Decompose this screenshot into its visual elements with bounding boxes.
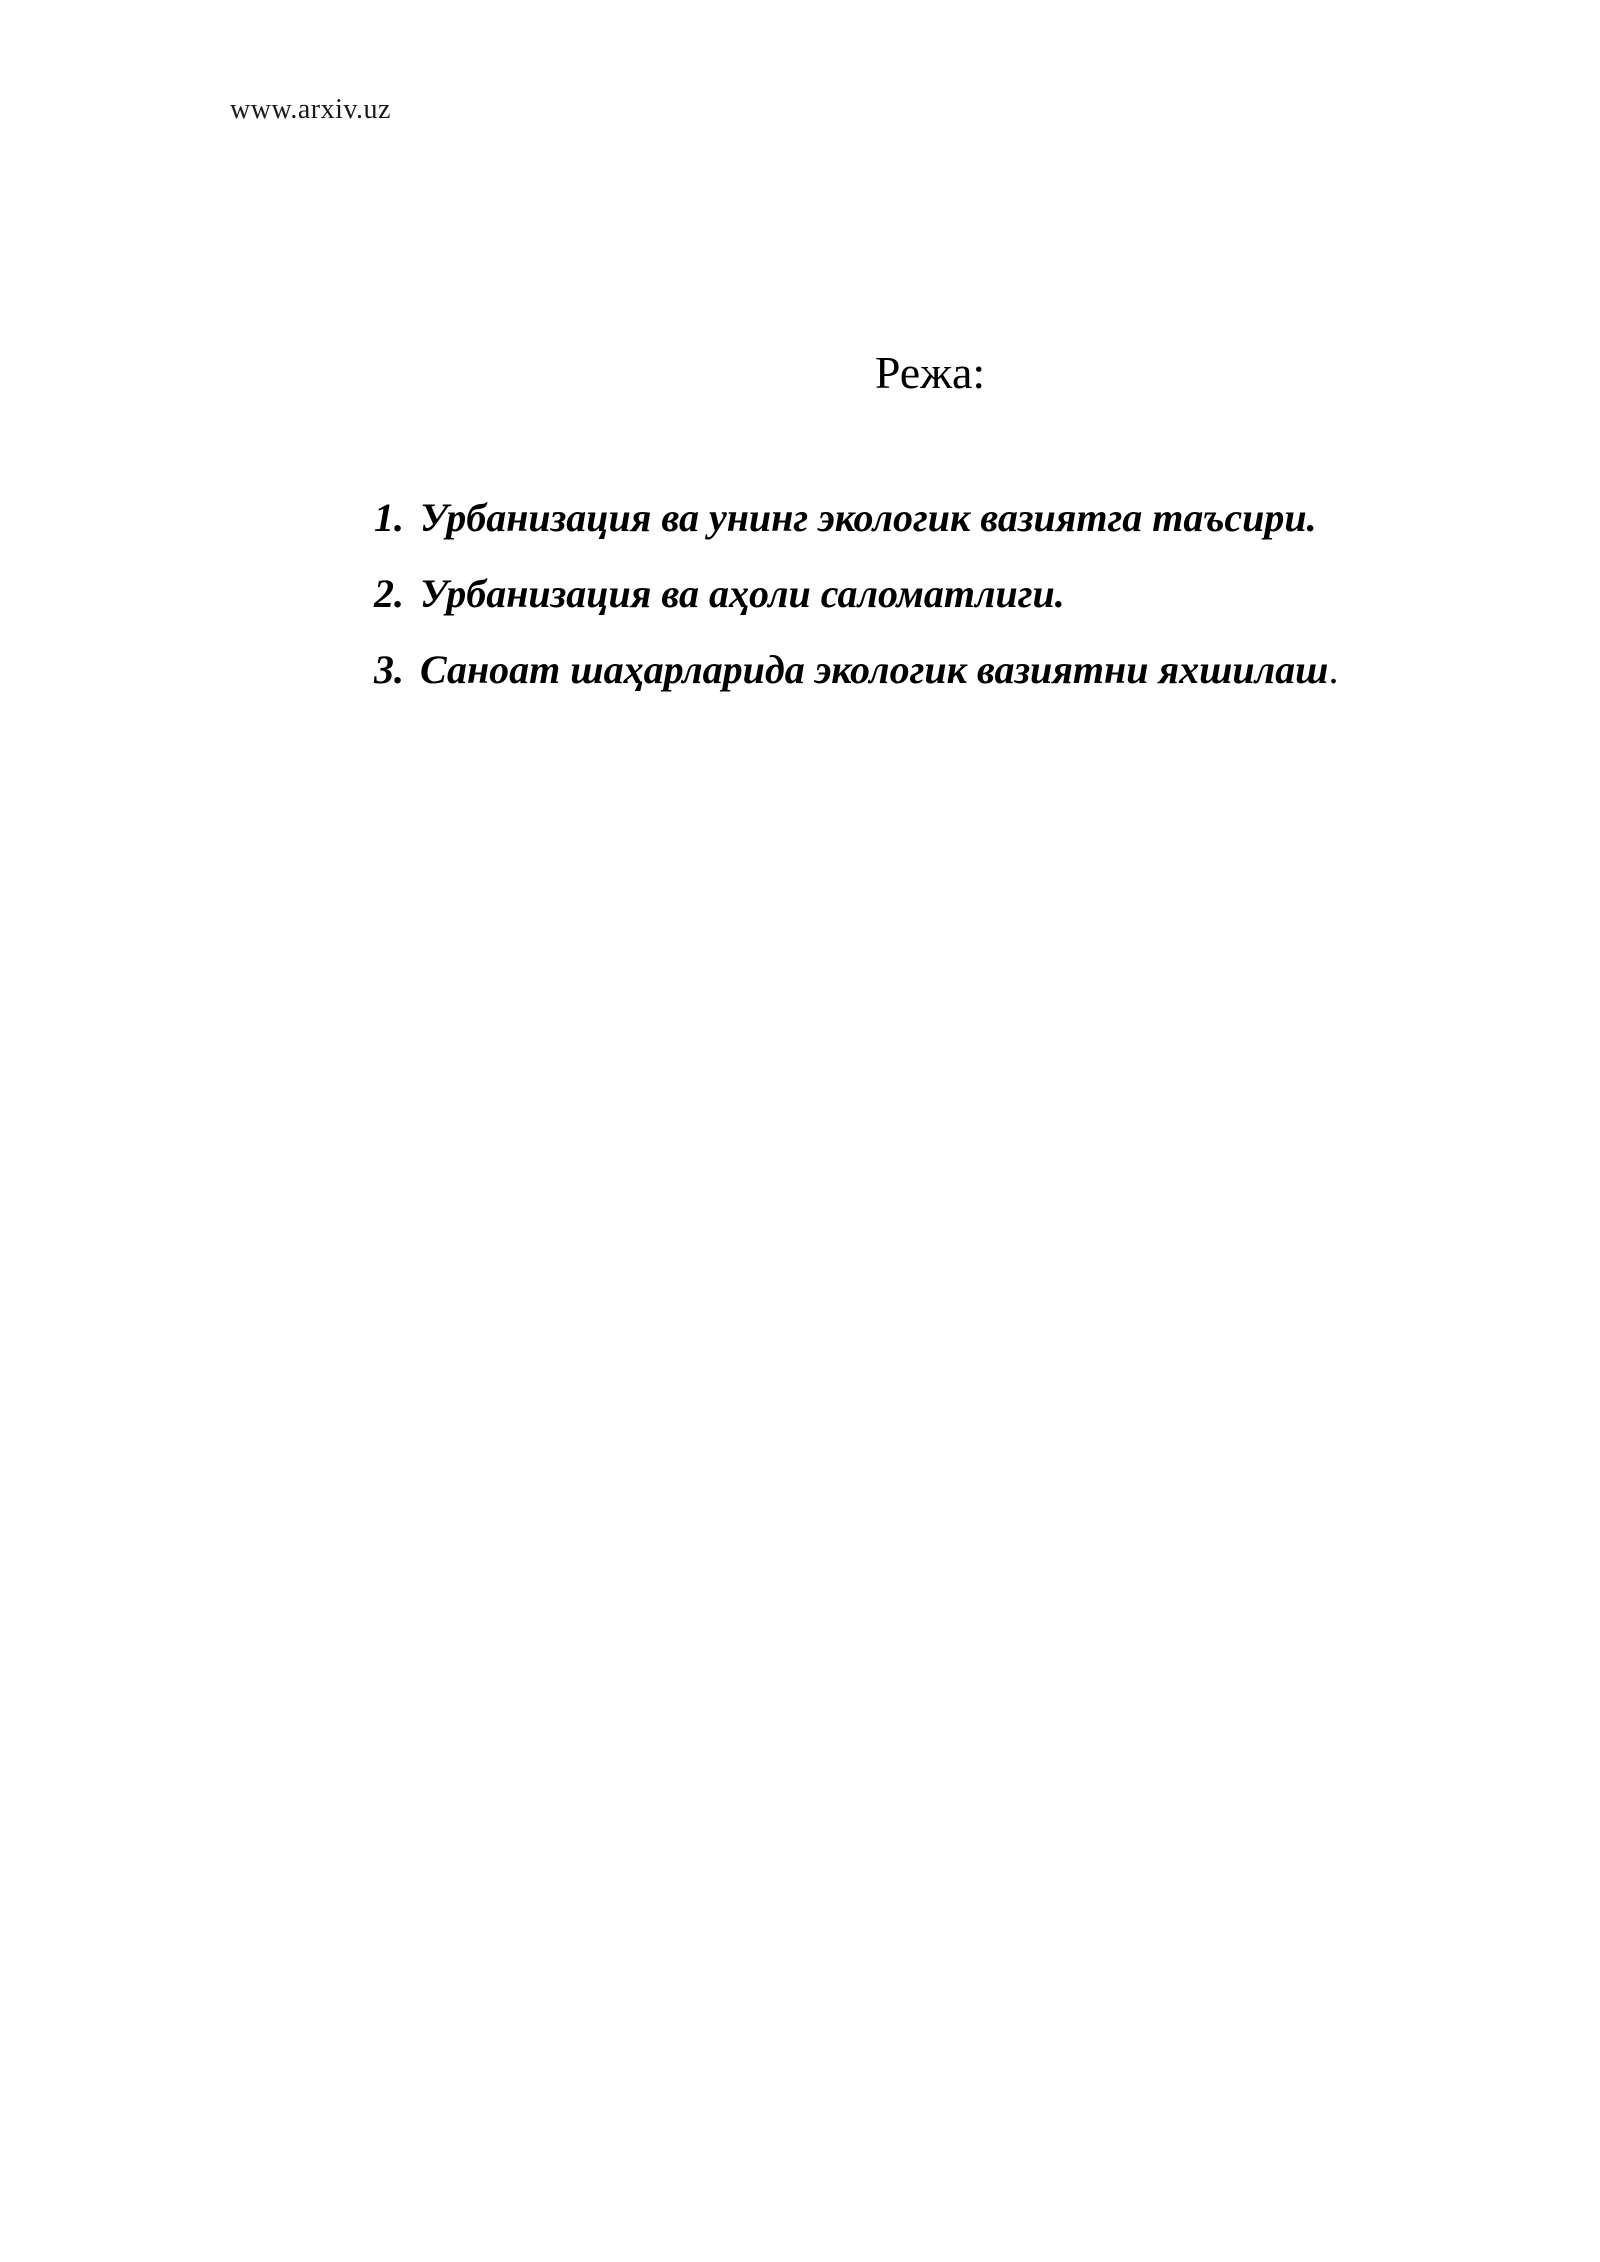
- list-item: [374, 495, 1524, 574]
- list-item: [374, 571, 1524, 650]
- header-url: www.arxiv.uz: [230, 94, 391, 125]
- list-item-text: Урбанизация ва аҳоли саломатлиги.: [420, 571, 1065, 616]
- plan-list: [374, 495, 1524, 726]
- list-item-number: 2.: [374, 571, 404, 616]
- plan-title: Режа:: [874, 347, 986, 398]
- list-item-text: Урбанизация ва унинг экологик вазиятга таъсири.: [420, 495, 1317, 540]
- list-item-number: 1.: [374, 495, 404, 540]
- list-item-number: 3.: [374, 647, 404, 692]
- list-item-trail: .: [1328, 647, 1339, 692]
- list-item: [374, 647, 1524, 726]
- list-item-text: Саноат шаҳарларида экологик вазиятни яхшилаш: [420, 647, 1329, 692]
